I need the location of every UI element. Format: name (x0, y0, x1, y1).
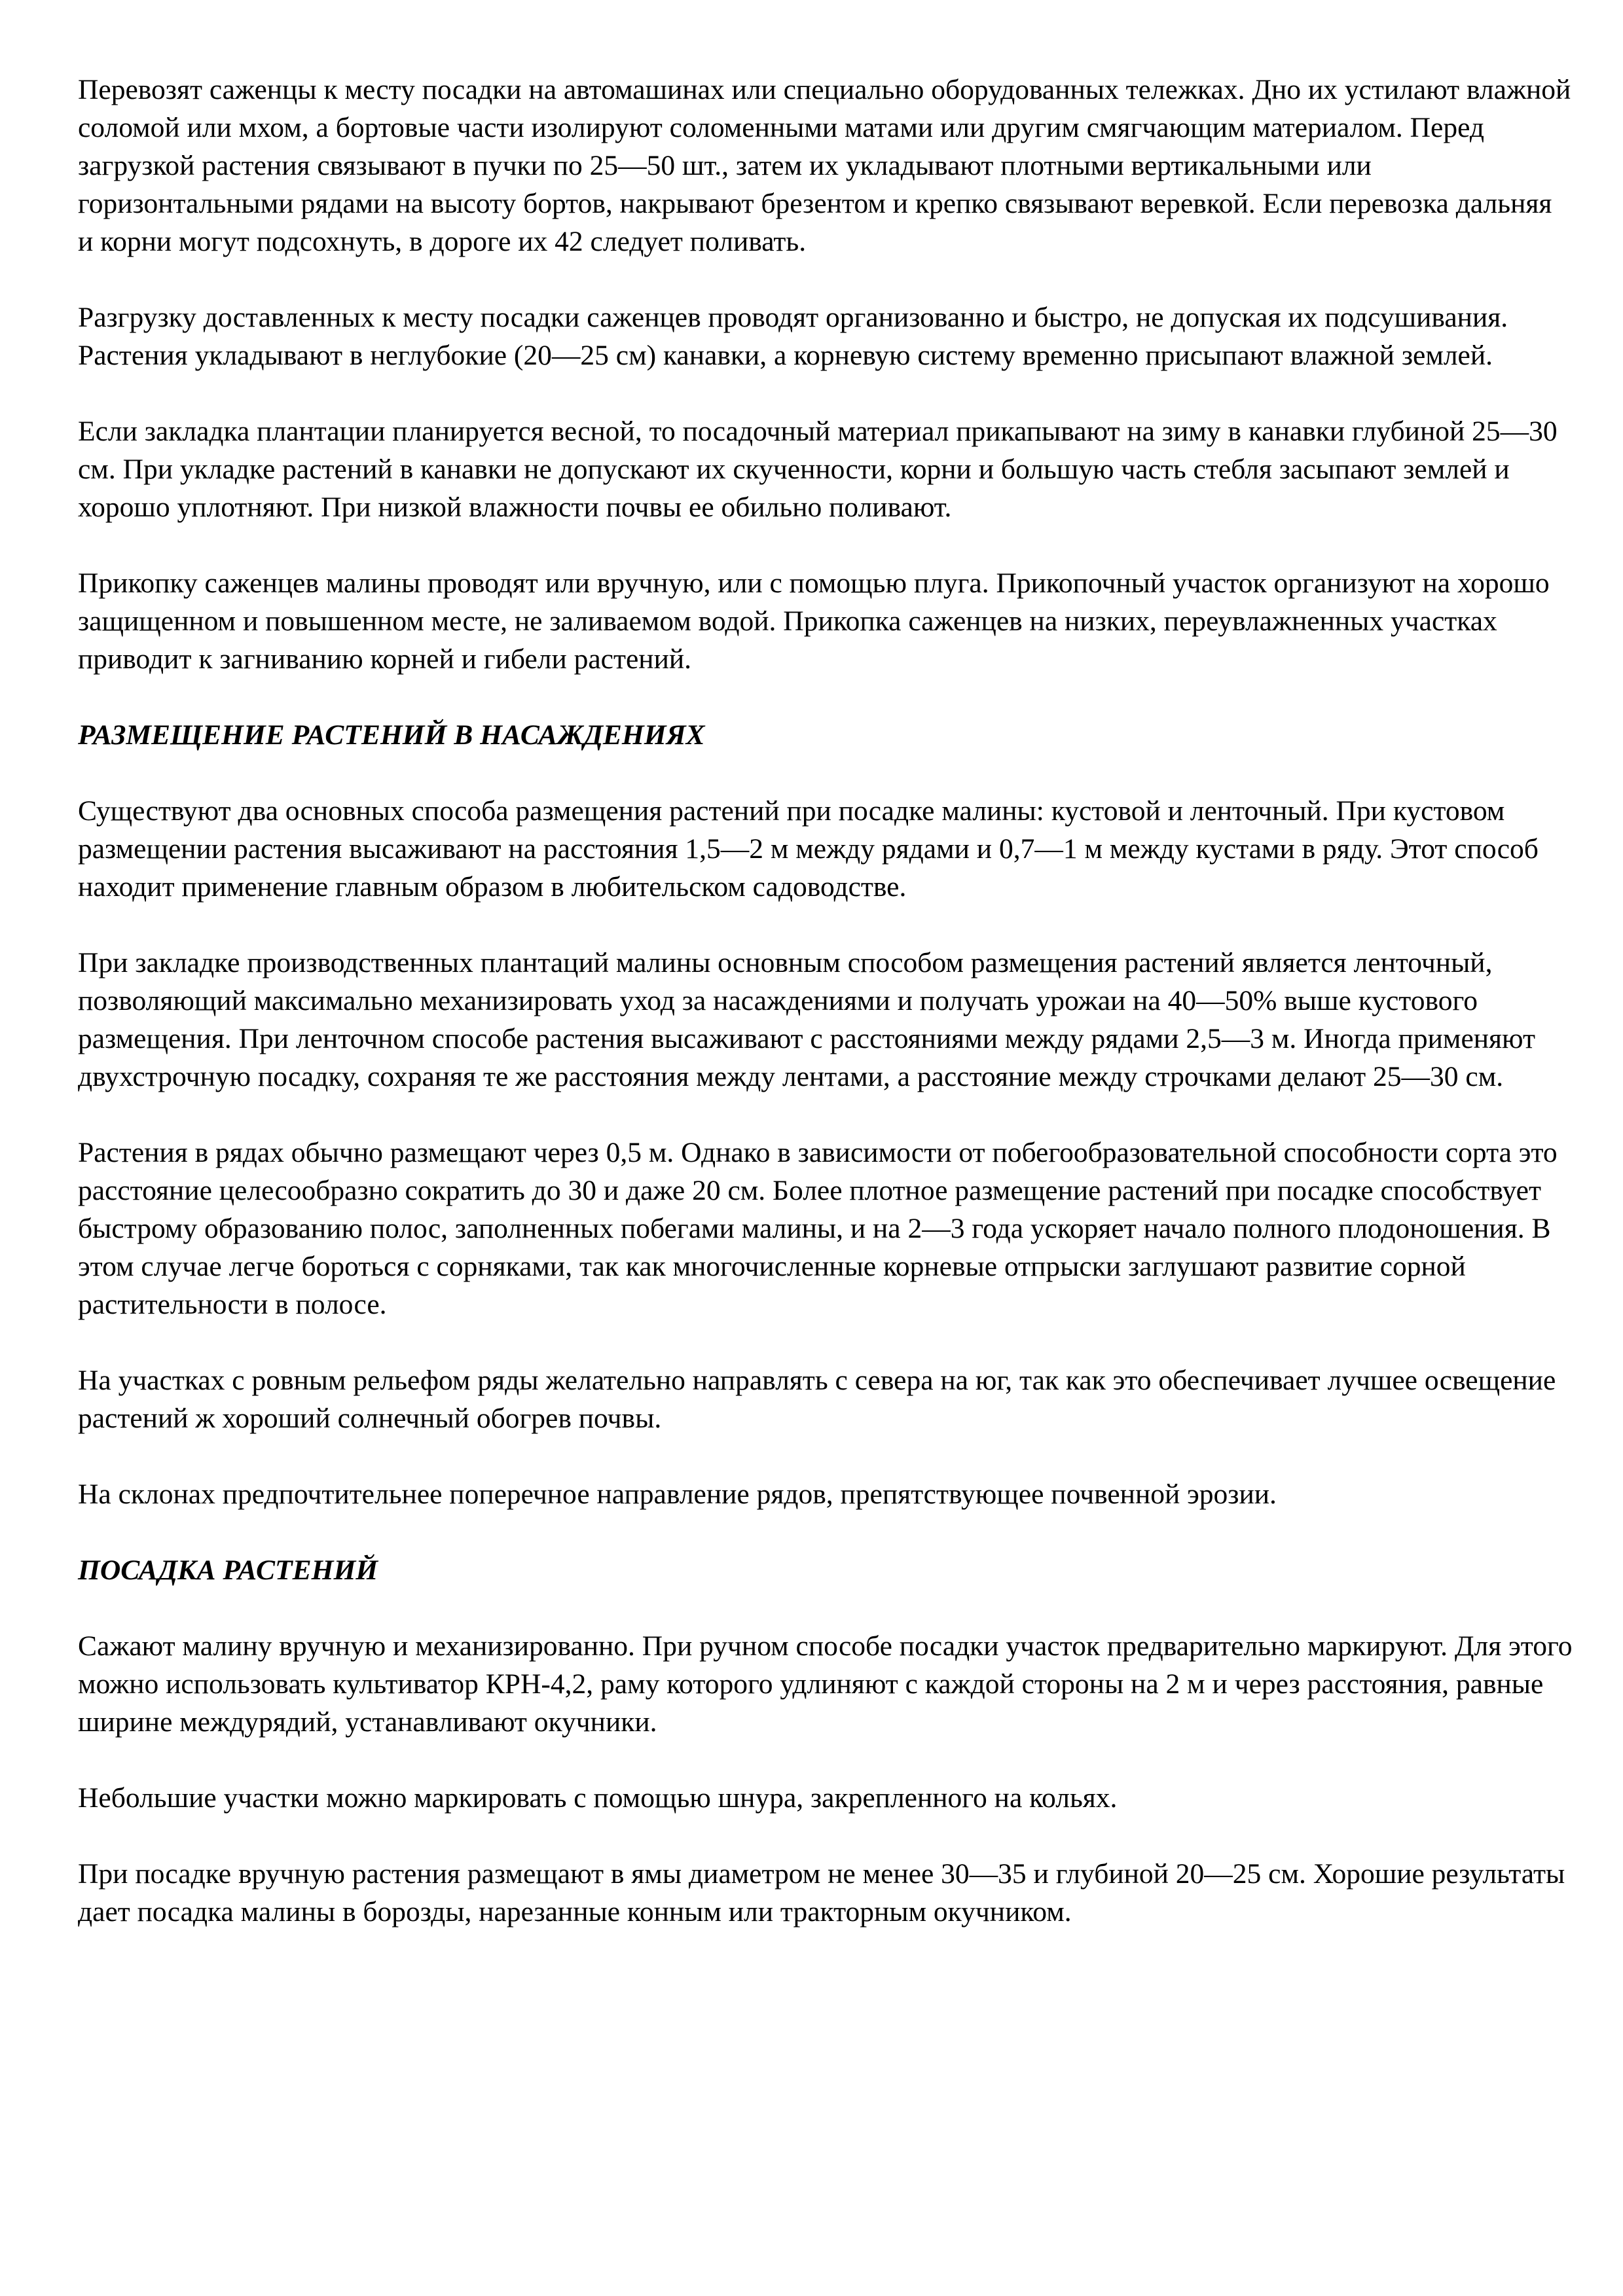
paragraph-spring-planting: Если закладка плантации планируется весной, то посадочный материал прикапывают на зиму в канавки глубиной 25—30 см. При укладке растений в канавки не допускают их скученности, корни и большую часть стебля засыпают землей и хорошо уплотняют. При низкой влажности почвы ее обильно поливают. (78, 416, 1558, 523)
paragraph-unloading: Разгрузку доставленных к месту посадки саженцев проводят организованно и быстро, не допуская их подсушивания. Растения укладывают в неглубокие (20—25 см) канавки, а корневую систему временно присыпают влажной землей. (78, 302, 1508, 371)
paragraph-small-plots: Небольшие участки можно маркировать с помощью шнура, закрепленного на кольях. (78, 1782, 1118, 1814)
section-heading-planting: ПОСАДКА РАСТЕНИЙ (78, 1554, 378, 1586)
document-page (78, 71, 1574, 1969)
paragraph-slopes: На склонах предпочтительнее поперечное направление рядов, препятствующее почвенной эрозии. (78, 1479, 1277, 1510)
paragraph-ribbon-method: При закладке производственных плантаций малины основным способом размещения растений является ленточный, позволяющий максимально механизировать уход за насаждениями и получать урожаи на 40—50% выше кустового размещения. При ленточном способе растения высаживают с расстояниями между рядами 2,5—3 м. Иногда применяют двухстрочную посадку, сохраняя те же расстояния между лентами, а расстояние между строчками делают 25—30 см. (78, 947, 1535, 1092)
paragraph-transport: Перевозят саженцы к месту посадки на автомашинах или специально оборудованных тележках. Дно их устилают влажной соломой или мхом, а бортовые части изолируют соломенными матами или другим смягчающим материалом. Перед загрузкой растения связывают в пучки по 25—50 шт., затем их укладывают плотными вертикальными или горизонтальными рядами на высоту бортов, накрывают брезентом и крепко связывают веревкой. Если перевозка дальняя и корни могут подсохнуть, в дороге их 42 следует поливать. (78, 74, 1571, 257)
paragraph-placement-methods: Существуют два основных способа размещения растений при посадке малины: кустовой и ленточный. При кустовом размещении растения высаживают на расстояния 1,5—2 м между рядами и 0,7—1 м между кустами в ряду. Этот способ находит применение главным образом в любительском садоводстве. (78, 795, 1539, 903)
paragraph-row-spacing: Растения в рядах обычно размещают через 0,5 м. Однако в зависимости от побегообразовательной способности сорта это расстояние целесообразно сократить до 30 и даже 20 см. Более плотное размещение растений при посадке способствует быстрому образованию полос, заполненных побегами малины, и на 2—3 года ускоряет начало полного плодоношения. В этом случае легче бороться с сорняками, так как многочисленные корневые отпрыски заглушают развитие сорной растительности в полосе. (78, 1137, 1558, 1320)
paragraph-manual-mechanized: Сажают малину вручную и механизированно. При ручном способе посадки участок предварительно маркируют. Для этого можно использовать культиватор КРН-4,2, раму которого удлиняют с каждой стороны на 2 м и через расстояния, равные ширине междурядий, устанавливают окучники. (78, 1630, 1573, 1738)
paragraph-row-direction: На участках с ровным рельефом ряды желательно направлять с севера на юг, так как это обеспечивает лучшее освещение растений ж хороший солнечный обогрев почвы. (78, 1365, 1556, 1434)
paragraph-planting-pits: При посадке вручную растения размещают в ямы диаметром не менее 30—35 и глубиной 20—25 см. Хорошие результаты дает посадка малины в борозды, нарезанные конным или тракторным окучником. (78, 1858, 1565, 1928)
section-heading-placement: РАЗМЕЩЕНИЕ РАСТЕНИЙ В НАСАЖДЕНИЯХ (78, 719, 705, 751)
paragraph-trenching: Прикопку саженцев малины проводят или вручную, или с помощью плуга. Прикопочный участок организуют на хорошо защищенном и повышенном месте, не заливаемом водой. Прикопка саженцев на низких, переувлажненных участках приводит к загниванию корней и гибели растений. (78, 567, 1550, 675)
